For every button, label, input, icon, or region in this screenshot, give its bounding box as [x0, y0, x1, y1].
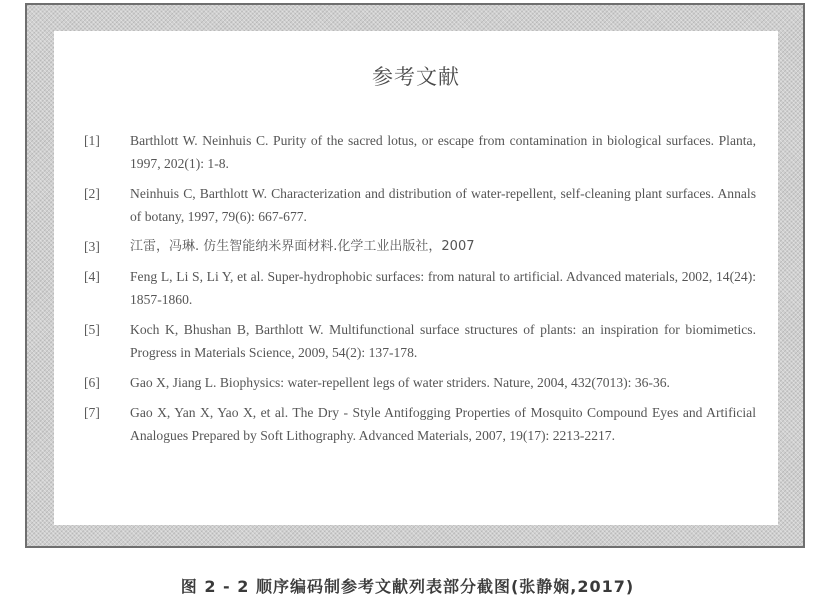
reference-number: [6]	[84, 375, 100, 390]
reference-text: Gao X, Jiang L. Biophysics: water-repellent legs of water striders. Nature, 2004, 432(7013): 36-36.	[130, 375, 670, 390]
reference-item-6	[84, 371, 756, 394]
reference-text: Feng L, Li S, Li Y, et al. Super-hydrophobic surfaces: from natural to artificial. Advanced materials, 2002, 14(24): 1857-1860.	[130, 269, 756, 307]
reference-item-5	[84, 318, 756, 364]
reference-item-3	[84, 235, 756, 258]
figure-caption: 图 2 - 2 顺序编码制参考文献列表部分截图(张静娴,2017)	[180, 577, 635, 596]
reference-item-2	[84, 182, 756, 228]
reference-text: Barthlott W. Neinhuis C. Purity of the sacred lotus, or escape from contamination in biological surfaces. Planta, 1997, 202(1): 1-8.	[130, 133, 756, 171]
reference-text: Koch K, Bhushan B, Barthlott W. Multifunctional surface structures of plants: an inspiration for biomimetics. Progress in Materials Science, 2009, 54(2): 137-178.	[130, 322, 756, 360]
screenshot-frame	[25, 3, 805, 548]
reference-list	[84, 129, 756, 454]
reference-text: Gao X, Yan X, Yao X, et al. The Dry - Style Antifogging Properties of Mosquito Compound Eyes and Artificial Analogues Prepared by Soft Lithography. Advanced Materials, 2007, 19(17): 2213-2217.	[130, 405, 756, 443]
reference-number: [5]	[84, 322, 100, 337]
reference-text: Neinhuis C, Barthlott W. Characterization and distribution of water-repellent, self-cleaning plant surfaces. Annals of botany, 1997, 79(6): 667-677.	[130, 186, 756, 224]
reference-page	[54, 31, 778, 525]
reference-item-4	[84, 265, 756, 311]
reference-item-7	[84, 401, 756, 447]
reference-number: [1]	[84, 133, 100, 148]
reference-item-1	[84, 129, 756, 175]
reference-text: 江雷，冯琳. 仿生智能纳米界面材料.化学工业出版社，2007	[130, 239, 475, 254]
reference-number: [4]	[84, 269, 100, 284]
reference-number: [7]	[84, 405, 100, 420]
page-title: 参考文献	[372, 65, 460, 89]
reference-number: [2]	[84, 186, 100, 201]
reference-number: [3]	[84, 239, 100, 254]
